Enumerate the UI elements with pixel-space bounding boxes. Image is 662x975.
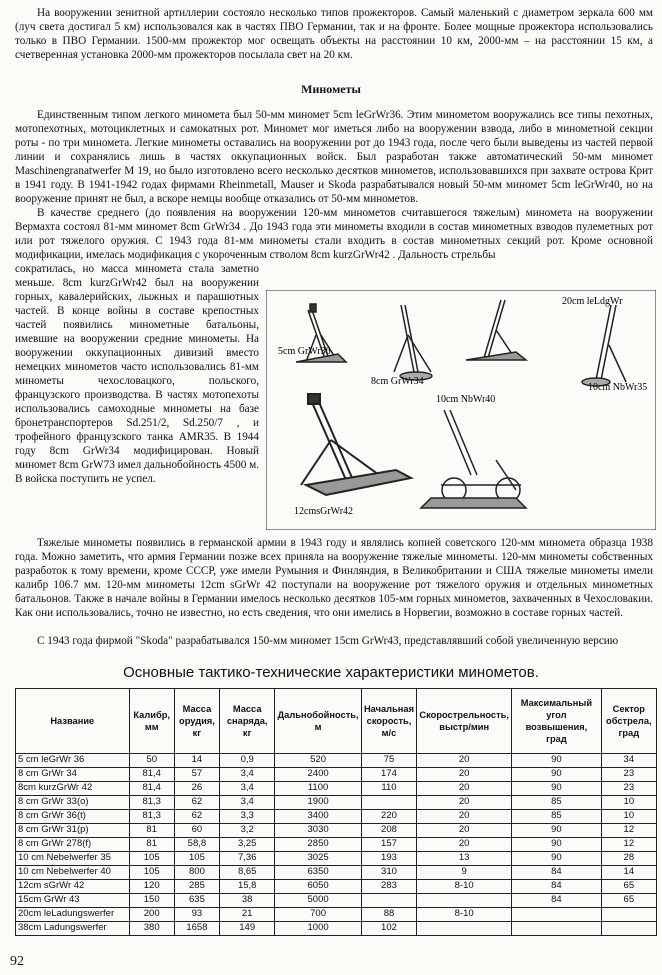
label-10cm-nbwr40: 10cm NbWr40: [436, 394, 496, 405]
table-cell: 120: [129, 880, 174, 894]
table-cell: 6350: [275, 866, 361, 880]
table-row: [16, 754, 657, 768]
table-cell: 60: [174, 824, 219, 838]
table-cell: 57: [174, 768, 219, 782]
table-cell: 20: [417, 768, 512, 782]
table-cell: 2850: [275, 838, 361, 852]
table-cell: 1100: [275, 782, 361, 796]
table-cell: 520: [275, 754, 361, 768]
table-cell: 20: [417, 754, 512, 768]
page-number: 92: [10, 954, 24, 969]
table-row: [16, 866, 657, 880]
header-velocity: Начальная скорость, м/с: [361, 689, 416, 754]
header-rate: Скорострельность, выстр/мин: [417, 689, 512, 754]
table-cell: 26: [174, 782, 219, 796]
table-cell: 635: [174, 894, 219, 908]
mortar-name-cell: 15cm GrWr 43: [16, 894, 130, 908]
table-cell: 200: [129, 908, 174, 922]
table-cell: 81,3: [129, 810, 174, 824]
table-cell: 700: [275, 908, 361, 922]
table-cell: 20: [417, 810, 512, 824]
paragraph-light-mortars: Единственным типом легкого миномета был 50-мм миномет 5cm leGrWr36. Этим минометом вооружались все типы пехотных, мотопехотных, мотоциклетных и самокатных рот. Миномет мог иметься либо на вооружении взвода, либо в минометной секции роты - по три миномета. Легкие минометы оставались на вооружении рот до 1943 года, после чего были выведены из частей первой линии и сохранялись лишь в частях оккупационных войск. Был разработан также автоматический 50-мм миномет Maschinengranatwerfer M 19, но было изготовлено всего несколько десятков минометов, использовавшихся при захвате острова Крит в 1941 году. В 1941-1942 годах фирмами Rheinmetall, Mauser и Skoda разрабатывался новый 50-мм миномет 5cm leGrWr40, но на вооружение принят не был, а вскоре немцы вообще отказались от 50-мм минометов.: [15, 109, 653, 205]
table-title: Основные тактико-технические характеристики минометов.: [123, 664, 539, 681]
table-cell: [417, 922, 512, 936]
table-cell: 283: [361, 880, 416, 894]
table-cell: 84: [512, 894, 601, 908]
table-cell: 285: [174, 880, 219, 894]
table-cell: 81,4: [129, 768, 174, 782]
table-header-row: [16, 689, 657, 754]
table-cell: 150: [129, 894, 174, 908]
header-caliber: Калибр, мм: [129, 689, 174, 754]
table-cell: 34: [601, 754, 656, 768]
table-row: [16, 852, 657, 866]
table-cell: 3,4: [220, 796, 275, 810]
table-cell: 84: [512, 880, 601, 894]
table-cell: 110: [361, 782, 416, 796]
header-shell-weight: Масса снаряда, кг: [220, 689, 275, 754]
paragraph-medium-mortars: В качестве среднего (до появления на вооружении 120-мм минометов считавшегося тяжелым) миномета на вооружении Вермахта состоял 81-мм миномет 8cm GrWr34 . До 1943 года эти минометы входили в состав минометных взводов пулеметных рот или рот тяжелого оружия. С 1943 года 81-мм минометы стали входить в состав минометных секций рот. Кроме основной модификации, имелась модификация с укороченным стволом 8cm kurzGrWr42 . Дальность стрельбы: [15, 207, 653, 261]
table-cell: [512, 908, 601, 922]
table-cell: 81,4: [129, 782, 174, 796]
header-sector: Сектор обстрела, град: [601, 689, 656, 754]
table-cell: 90: [512, 852, 601, 866]
table-cell: [512, 922, 601, 936]
table-body: [16, 754, 657, 936]
table-cell: 20: [417, 796, 512, 810]
label-10cm-nbwr35: 10cm NbWr35: [588, 382, 648, 393]
mortar-name-cell: 20cm leLadungswerfer: [16, 908, 130, 922]
table-cell: 105: [174, 852, 219, 866]
table-row: [16, 894, 657, 908]
table-cell: 50: [129, 754, 174, 768]
table-cell: 21: [220, 908, 275, 922]
mortar-name-cell: 8 cm GrWr 34: [16, 768, 130, 782]
table-cell: 9: [417, 866, 512, 880]
header-elevation: Максимальный угол возвышения, град: [512, 689, 601, 754]
table-cell: 220: [361, 810, 416, 824]
intro-paragraph: На вооружении зенитной артиллерии состояло несколько типов прожекторов. Самый маленький с диаметром зеркала 600 мм (луч света достигал 5 км) использовался как в частях ПВО Германии, так и на фронте. Более мощные прожектора использовались только в ПВО Германии. 1500-мм прожектор мог освещать объекты на расстоянии 10 км, 2000-мм – на расстоянии 15 км, а счетверенная установка 2000-мм прожекторов посылала свет на 20 км.: [15, 7, 653, 61]
table-cell: 13: [417, 852, 512, 866]
paragraph-medium-mortars-cont: сократилась, но масса миномета стала заметно меньше. 8cm kurzGrWr42 был на вооружении горных, кавалерийских, лыжных и парашютных частей. В конце войны в составе крепостных частей появились минометные батальоны, имевшие на вооружении средние минометы. На вооружении оккупационных дивизий вместо немецких минометов часто использовались 81-мм минометы чехословацкого, польского, французского производства. В частях мотопехоты использовались самоходные минометы на базе бронетранспортеров Sd.251/2, Sd.250/7 , и трофейного французского танка AMR35. В 1944 году 8cm GrWr34 модифицирован. Новый миномет 8cm GrW73 имел дальнобойность 4500 м. В войска поступить не успел.: [15, 263, 259, 485]
table-cell: 12: [601, 824, 656, 838]
table-cell: 84: [512, 866, 601, 880]
paragraph-heavy-mortars: Тяжелые минометы появились в германской армии в 1943 году и являлись копией советского 120-мм миномета образца 1938 года. Можно заметить, что армия Германии позже всех приняла на вооружение тяжелые минометы. 120-мм минометы собственных разработок к тому времени, кроме СССР, уже имели Румыния и Финляндия, в Великобритании и США тяжелые минометы имели калибр 106.7 мм. 120-мм минометы 12cm sGrWr 42 поступали на вооружение рот тяжелого оружия и отдельных минометных батальонов. Также в начале войны в Германии имелось несколько десятков 105-мм горных минометов, захваченных в Чехословакии. Как они использовались, точно не известно, но есть сведения, что они имелись в Норвегии, возможно в составе горных частей.: [15, 537, 653, 619]
table-cell: [417, 894, 512, 908]
mortar-name-cell: 8 cm GrWr 36(t): [16, 810, 130, 824]
table-cell: 10: [601, 796, 656, 810]
table-cell: 75: [361, 754, 416, 768]
header-name: Название: [16, 689, 130, 754]
table-cell: 800: [174, 866, 219, 880]
table-cell: 85: [512, 796, 601, 810]
table-cell: 10: [601, 810, 656, 824]
table-cell: 8-10: [417, 908, 512, 922]
table-cell: 102: [361, 922, 416, 936]
table-cell: 174: [361, 768, 416, 782]
table-row: [16, 908, 657, 922]
mortar-name-cell: 38cm Ladungswerfer: [16, 922, 130, 936]
table-cell: 3,4: [220, 768, 275, 782]
table-row: [16, 880, 657, 894]
table-cell: 149: [220, 922, 275, 936]
table-cell: 105: [129, 866, 174, 880]
table-cell: 3,25: [220, 838, 275, 852]
header-range: Дальнобойность, м: [275, 689, 361, 754]
table-row: [16, 768, 657, 782]
table-cell: [361, 796, 416, 810]
mortar-name-cell: 10 cm Nebelwerfer 40: [16, 866, 130, 880]
table-cell: 7,36: [220, 852, 275, 866]
table-cell: 208: [361, 824, 416, 838]
mortar-name-cell: 5 cm leGrWr 36: [16, 754, 130, 768]
table-cell: 0,9: [220, 754, 275, 768]
table-cell: 38: [220, 894, 275, 908]
mortar-specs-table: [15, 688, 657, 936]
table-cell: 81: [129, 838, 174, 852]
table-cell: 380: [129, 922, 174, 936]
table-cell: 81: [129, 824, 174, 838]
table-cell: [361, 894, 416, 908]
table-cell: 193: [361, 852, 416, 866]
table-cell: 1900: [275, 796, 361, 810]
table-cell: 3,4: [220, 782, 275, 796]
table-cell: 12: [601, 838, 656, 852]
header-weight: Масса орудия, кг: [174, 689, 219, 754]
table-cell: 62: [174, 796, 219, 810]
table-cell: 62: [174, 810, 219, 824]
table-cell: 28: [601, 852, 656, 866]
mortar-8cm-drawing: [394, 305, 432, 380]
table-cell: 3400: [275, 810, 361, 824]
table-cell: 65: [601, 880, 656, 894]
table-cell: 8,65: [220, 866, 275, 880]
table-cell: [601, 922, 656, 936]
mortar-name-cell: 12cm sGrWr 42: [16, 880, 130, 894]
table-cell: 105: [129, 852, 174, 866]
table-cell: 65: [601, 894, 656, 908]
table-cell: 90: [512, 838, 601, 852]
section-heading: Минометы: [301, 82, 361, 96]
table-cell: 3,3: [220, 810, 275, 824]
table-cell: 90: [512, 824, 601, 838]
table-row: [16, 796, 657, 810]
mortar-name-cell: 8 cm GrWr 33(o): [16, 796, 130, 810]
mortar-name-cell: 10 cm Nebelwerfer 35: [16, 852, 130, 866]
table-row: [16, 922, 657, 936]
table-cell: 157: [361, 838, 416, 852]
table-cell: 310: [361, 866, 416, 880]
table-cell: 81,3: [129, 796, 174, 810]
table-cell: 3025: [275, 852, 361, 866]
table-cell: 1000: [275, 922, 361, 936]
table-cell: 14: [174, 754, 219, 768]
table-cell: 6050: [275, 880, 361, 894]
mortars-illustration: [266, 290, 656, 530]
mortar-10cm-nbwr40-drawing: [421, 410, 526, 508]
table-cell: 14: [601, 866, 656, 880]
table-cell: 20: [417, 824, 512, 838]
table-cell: 15,8: [220, 880, 275, 894]
table-row: [16, 782, 657, 796]
mortar-name-cell: 8 cm GrWr 31(p): [16, 824, 130, 838]
table-cell: 1658: [174, 922, 219, 936]
label-5cm-grwr36: 5cm GrWr36: [278, 346, 331, 357]
table-cell: 2400: [275, 768, 361, 782]
table-cell: 3,2: [220, 824, 275, 838]
table-cell: 8-10: [417, 880, 512, 894]
table-row: [16, 824, 657, 838]
table-cell: 58,8: [174, 838, 219, 852]
table-cell: 90: [512, 754, 601, 768]
table-row: [16, 810, 657, 824]
table-cell: 3030: [275, 824, 361, 838]
mortar-12cm-drawing: [301, 394, 411, 495]
table-cell: 90: [512, 768, 601, 782]
table-cell: 85: [512, 810, 601, 824]
label-20cm-leldgwr: 20cm leLdgWr: [562, 296, 623, 307]
label-12cm-sgrwr42: 12cmsGrWr42: [294, 506, 354, 517]
table-cell: [601, 908, 656, 922]
mortar-10cm-nbwr35-drawing: [582, 305, 626, 386]
mortar-name-cell: 8 cm GrWr 278(f): [16, 838, 130, 852]
table-cell: 5000: [275, 894, 361, 908]
table-row: [16, 838, 657, 852]
table-cell: 88: [361, 908, 416, 922]
mortar-20cm-drawing: [466, 300, 526, 360]
table-cell: 90: [512, 782, 601, 796]
mortar-name-cell: 8cm kurzGrWr 42: [16, 782, 130, 796]
table-cell: 23: [601, 768, 656, 782]
table-cell: 23: [601, 782, 656, 796]
table-cell: 93: [174, 908, 219, 922]
table-cell: 20: [417, 838, 512, 852]
label-8cm-grwr34: 8cm GrWr34: [371, 376, 424, 387]
table-cell: 20: [417, 782, 512, 796]
paragraph-skoda: С 1943 года фирмой "Skoda" разрабатывался 150-мм миномет 15cm GrWr43, представлявший собой увеличенную версию: [37, 635, 619, 647]
